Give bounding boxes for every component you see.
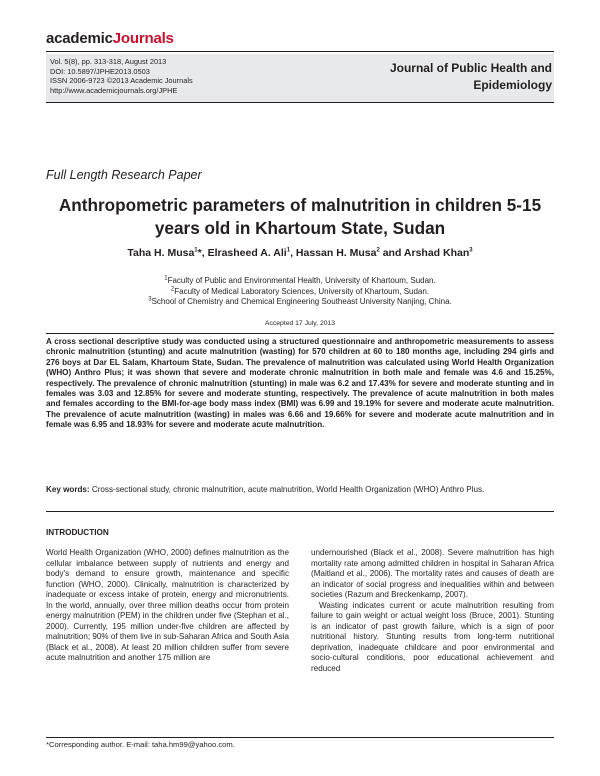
article-meta [50, 57, 193, 95]
abstract-top-rule [46, 333, 554, 334]
body-paragraph: undernourished (Black et al., 2008). Severe malnutrition has high mortality rate among admitted children in hospital in Saharan Africa (Maitland et al., 2006). The mortality rates and causes of death are an indicator of social progress and inequalities within and between societies (Razum and Breckenkamp, 2007). [311, 548, 554, 599]
author-separator: and [379, 247, 404, 259]
author-affil-mark: 1 [194, 247, 198, 254]
affiliation-mark: 1 [164, 275, 168, 282]
paper-type: Full Length Research Paper [46, 168, 202, 182]
author-name: Arshad Khan [403, 247, 470, 259]
section-heading-introduction: INTRODUCTION [46, 528, 109, 537]
keywords-label: Key words: [46, 485, 90, 494]
body-paragraph: Wasting indicates current or acute malnutrition resulting from failure to gain weight or actual weight loss (Bruce, 2001). Stunting is an indicator of past growth failure, which is a sign of poor nutritional history. Stunting results from long-term nutritional deprivation, inadequate childcare and poor environmental and socio-cultural conditions, poor educational achievement and reduced [311, 600, 554, 673]
logo-journals: Journals [112, 30, 174, 47]
affiliations [46, 276, 554, 308]
keywords [46, 485, 554, 495]
author-separator: , [290, 247, 296, 259]
author-separator: *, [197, 247, 208, 259]
affiliation [46, 276, 554, 287]
meta-url[interactable]: http://www.academicjournals.org/JPHE [50, 85, 178, 95]
accepted-date: Accepted 17 July, 2013 [264, 320, 336, 327]
affiliation-text: Faculty of Public and Environmental Health, University of Khartoum, Sudan. [167, 276, 436, 285]
affiliation [46, 297, 554, 308]
affiliation-text: Faculty of Medical Laboratory Sciences, University of Khartoum, Sudan. [174, 286, 430, 296]
journal-name-line2: Epidemiology [473, 78, 552, 92]
logo-academic: academic [46, 30, 113, 47]
affiliation-mark: 3 [148, 296, 152, 303]
affiliation-text: School of Chemistry and Chemical Engineering Southeast University Nanjing, China. [151, 297, 452, 307]
header-rule [46, 51, 554, 52]
abstract: A cross sectional descriptive study was conducted using a structured questionnaire and anthropometric measurements to assess chronic malnutrition (stunting) and acute malnutrition (wasting) for 570 children at 60 to 180 months age, including 294 girls and 276 boys at Dar EL Salam, Khartoum State, Sudan. The prevalence of malnutrition was calculated using World Health Organization (WHO) Anthro Plus; it was shown that severe and moderate chronic malnutrition in both male and female was 4.6 and 15.25%, respectively. The prevalence of chronic malnutrition (stunting) in male was 6.2 and 17.43% for severe and moderate stunting and in females was 3.03 and 12.85% for severe and moderate stunting, respectively. The prevalence of acute malnutrition in both males and females according to the BMI-for-age body mass index (BMI) was 6.99 and 19.19% for severe and moderate acute malnutrition. The prevalence of acute malnutrition (wasting) in males was 6.66 and 19.66% for severe and moderate acute malnutrition and in female was 6.95 and 18.93% for severe and moderate acute malnutrition. [46, 337, 554, 430]
abstract-bottom-rule [46, 511, 554, 512]
author-list [46, 247, 554, 259]
journal-name-line1: Journal of Public Health and [389, 61, 552, 75]
publisher-logo [46, 30, 174, 47]
keywords-text: Cross-sectional study, chronic malnutrition, acute malnutrition, World Health Organization (WHO) Anthro Plus. [91, 485, 485, 494]
author-name: Taha H. Musa [127, 247, 195, 259]
author-affil-mark: 3 [469, 247, 473, 254]
author-affil-mark: 2 [376, 247, 380, 254]
body-column-right [311, 548, 554, 674]
affiliation [46, 287, 554, 298]
author-affil-mark: 1 [286, 247, 291, 254]
paper-title: Anthropometric parameters of malnutrition in children 5-15 years old in Khartoum State, Sudan [58, 195, 542, 238]
journal-name [352, 60, 552, 94]
affiliation-mark: 2 [170, 285, 175, 292]
footnote-rule [46, 737, 554, 738]
meta-issn: ISSN 2006-9723 ©2013 Academic Journals [50, 76, 193, 86]
body-column-left [46, 548, 289, 664]
author-name: Hassan H. Musa [295, 247, 377, 259]
author-name: Elrasheed A. Ali [207, 247, 287, 259]
corresponding-author-footnote: *Corresponding author. E-mail: taha.hm99@yahoo.com. [46, 740, 235, 749]
meta-doi: DOI: 10.5897/JPHE2013.0503 [50, 66, 150, 76]
meta-volume: Vol. 5(8), pp. 313-318, August 2013 [50, 57, 167, 66]
body-paragraph: World Health Organization (WHO, 2000) defines malnutrition as the cellular imbalance between supply of nutrients and energy and body's demand to ensure growth, maintenance and specific function (WHO, 2000). Clinically, malnutrition is characterized by inadequate or excess intake of protein, energy and micronutrients. In the world, annually, over three million deaths occur from protein energy malnutrition (PEM) in the children under five (Stephan et al., 2000). Currently, 195 million under-five children are affected by malnutrition; 90% of them live in sub-Saharan Africa and South Asia (Black et al., 2008). At least 20 million children suffer from severe acute malnutrition and another 175 million are [46, 548, 289, 662]
